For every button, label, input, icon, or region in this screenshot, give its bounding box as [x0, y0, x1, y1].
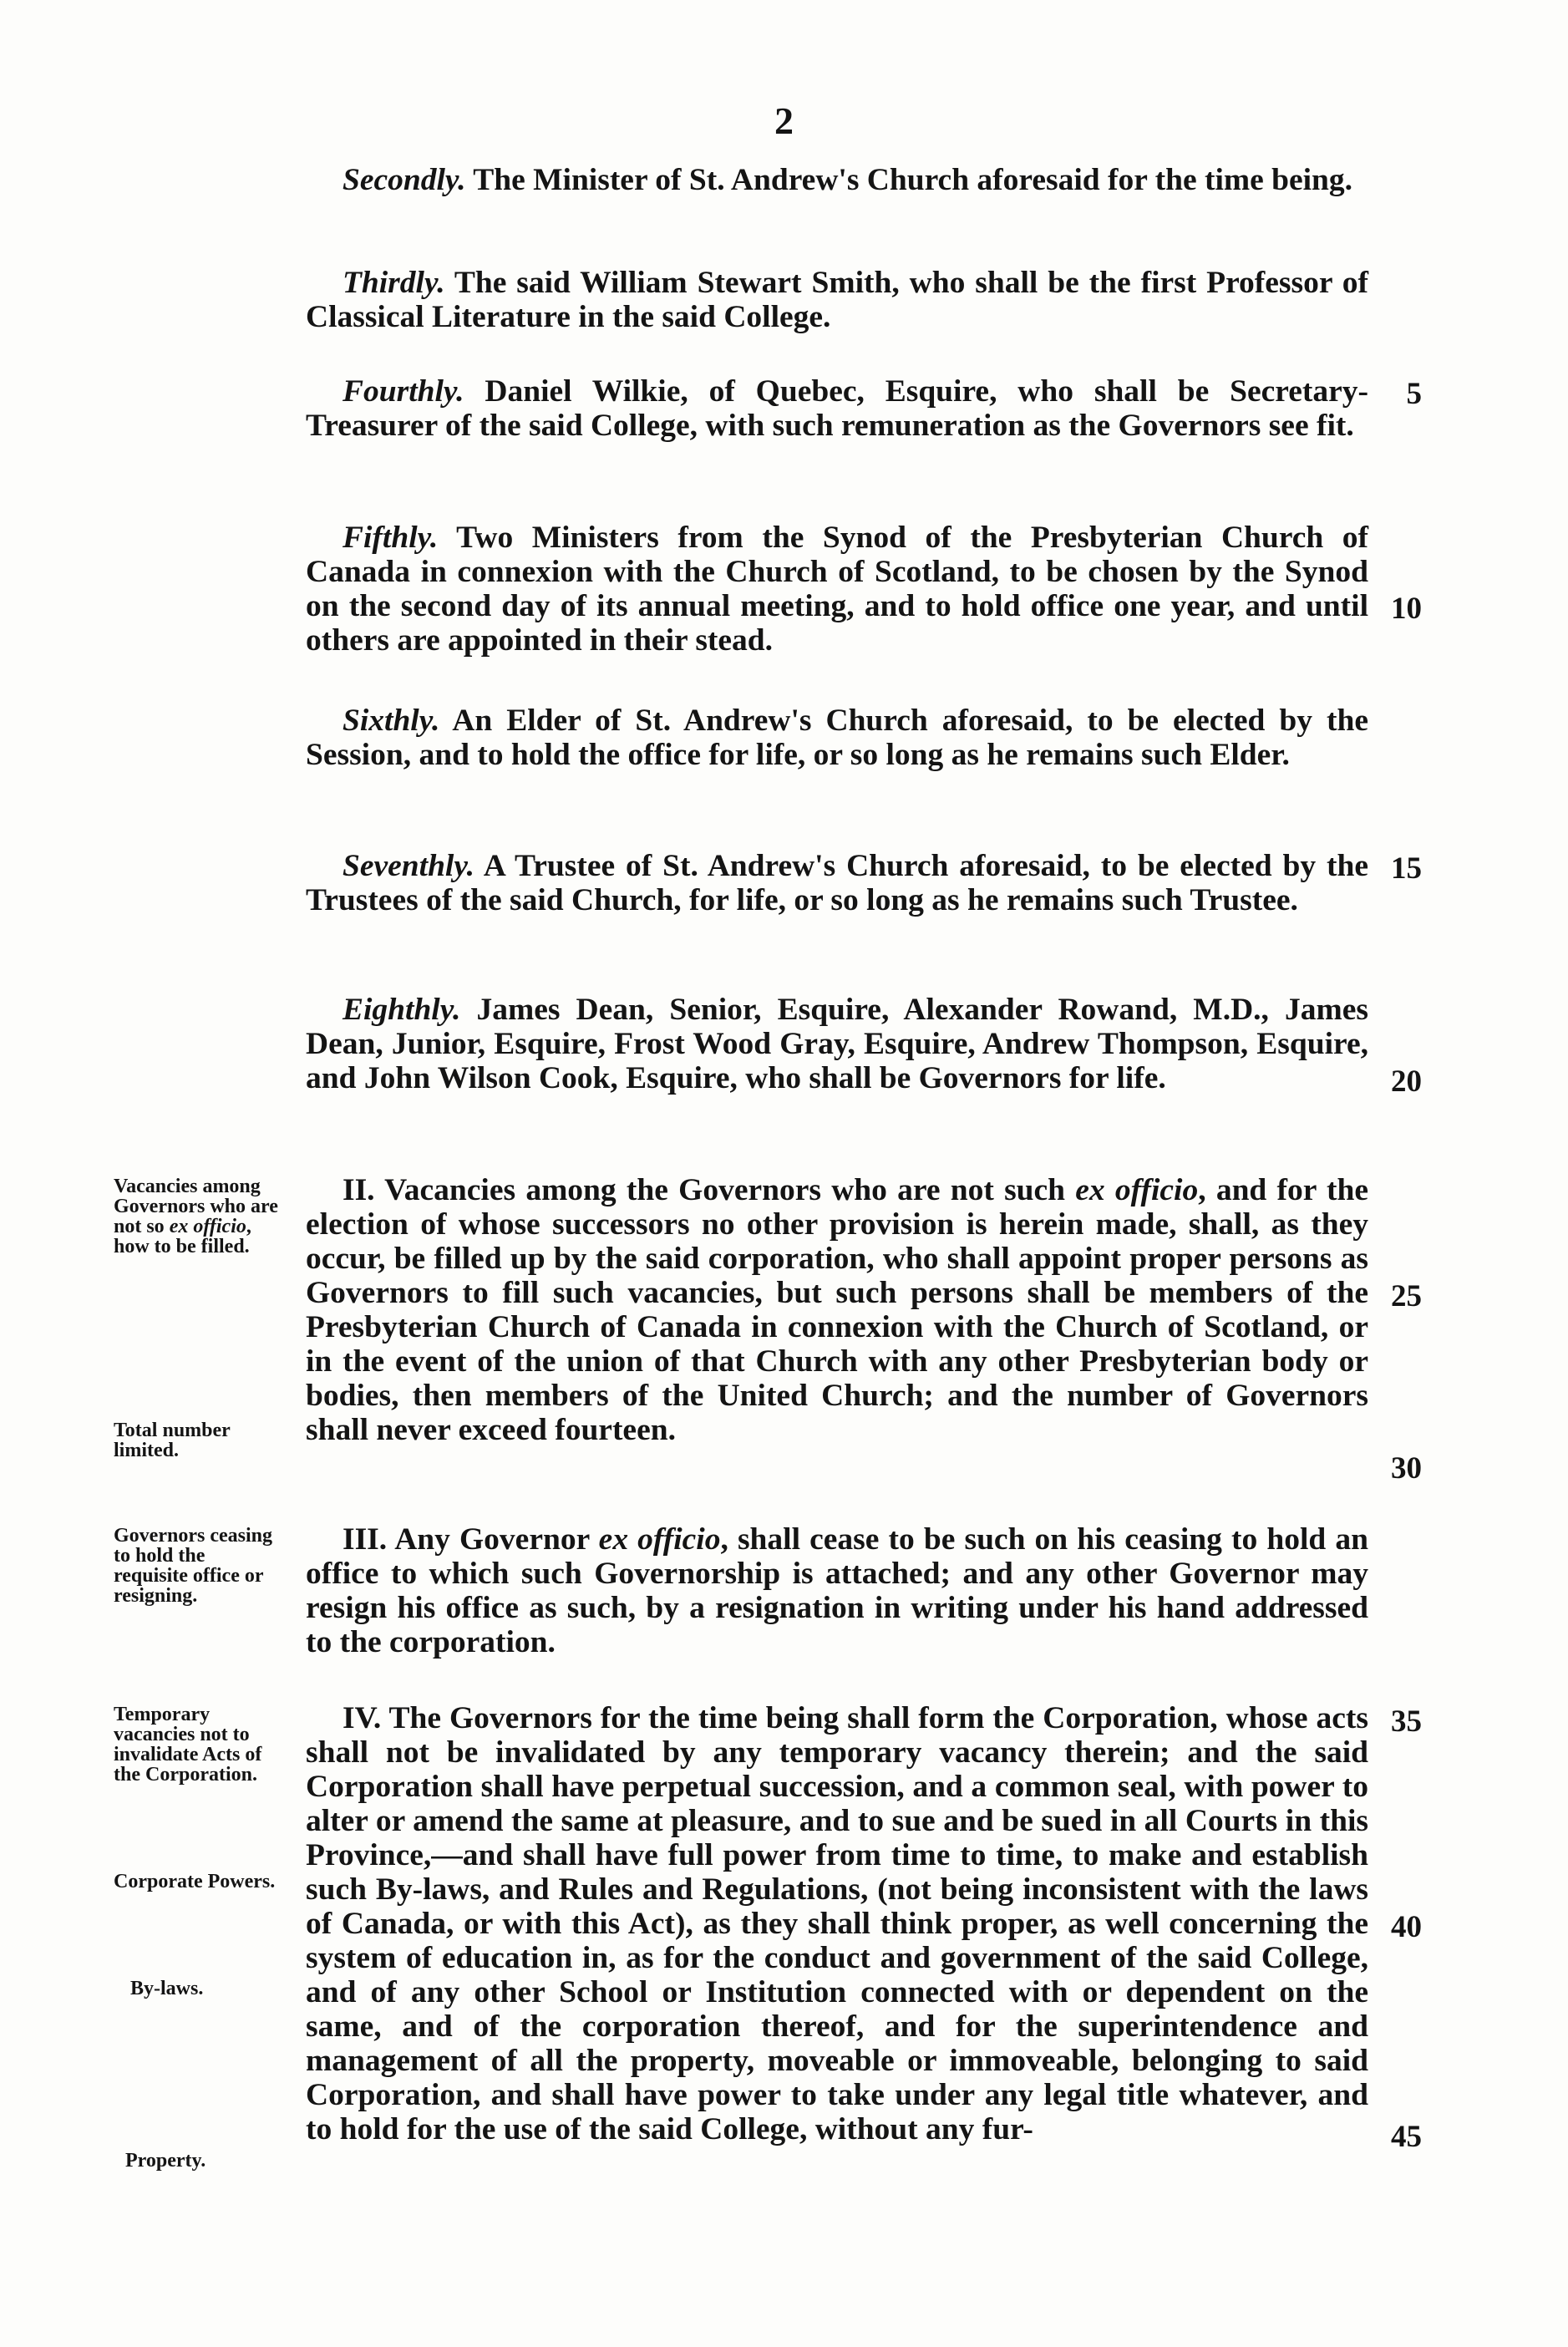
clause-thirdly: Thirdly. The said William Stewart Smith, who shall be the first Professor of Classical Literature in the said College.: [306, 266, 1368, 334]
line-number: 40: [1391, 1910, 1422, 1944]
section-iv: IV. The Governors for the time being shall form the Corporation, whose acts shall not be invalidated by any temporary vacancy therein; and the said Corporation shall have perpetual succession, and a common seal, with power to alter or amend the same at pleasure, and to sue and be sued in all Courts in this Province,—and shall have full power from time to time, to make and establish such By-laws, and Rules and Regulations, (not being inconsistent with the laws of Canada, or with this Act), as they shall think proper, as well concerning the system of education in, as for the conduct and government of the said College, and of any other School or Institution connected with or dependent on the same, and of the corporation thereof, and for the superintendence and management of all the property, moveable or immoveable, belonging to said Corporation, and shall have power to take under any legal title whatever, and to hold for the use of the said College, without any fur-: [306, 1701, 1368, 2146]
line-number: 10: [1391, 592, 1422, 626]
section-iii: III. Any Governor ex officio, shall cease to be such on his ceasing to hold an office to which such Governorship is attached; and any other Governor may resign his office as such, by a resignation in writing under his hand addressed to the corporation.: [306, 1522, 1368, 1659]
margin-note-vacancies: Vacancies among Governors who are not so ex officio, how to be filled.: [114, 1176, 278, 1257]
line-number: 5: [1406, 377, 1422, 411]
clause-fifthly: Fifthly. Two Ministers from the Synod of the Presbyterian Church of Canada in connexion with the Church of Scotland, to be chosen by the Synod on the second day of its annual meeting, and to hold office one year, and until others are appointed in their stead.: [306, 521, 1368, 658]
line-number: 35: [1391, 1704, 1422, 1739]
clause-eighthly: Eighthly. James Dean, Senior, Esquire, Alexander Rowand, M.D., James Dean, Junior, Esquire, Frost Wood Gray, Esquire, Andrew Thompson, Esquire, and John Wilson Cook, Esquire, who shall be Governors for life.: [306, 993, 1368, 1095]
line-number: 20: [1391, 1064, 1422, 1099]
margin-note-bylaws: By-laws.: [130, 1978, 204, 1999]
line-number: 25: [1391, 1279, 1422, 1313]
clause-sixthly: Sixthly. An Elder of St. Andrew's Church aforesaid, to be elected by the Session, and to hold the office for life, or so long as he remains such Elder.: [306, 704, 1368, 772]
margin-note-temporary-vacancies: Temporary vacancies not to invalidate Acts of the Corporation.: [114, 1704, 262, 1786]
margin-note-corporate-powers: Corporate Powers.: [114, 1871, 276, 1892]
line-number: 15: [1391, 851, 1422, 886]
line-number: 30: [1391, 1451, 1422, 1486]
section-ii: II. Vacancies among the Governors who are not such ex officio, and for the election of whose successors no other provision is herein made, shall, as they occur, be filled up by the said corporation, who shall appoint proper persons as Governors to fill such vacancies, but such persons shall be members of the Presbyterian Church of Canada in connexion with the Church of Scotland, or in the event of the union of that Church with any other Presbyterian body or bodies, then members of the United Church; and the number of Governors shall never exceed fourteen.: [306, 1173, 1368, 1447]
clause-fourthly: Fourthly. Daniel Wilkie, of Quebec, Esquire, who shall be Secretary-Treasurer of the said College, with such remuneration as the Governors see fit.: [306, 374, 1368, 443]
clause-secondly: Secondly. The Minister of St. Andrew's Church aforesaid for the time being.: [343, 163, 1353, 197]
margin-note-governors-ceasing: Governors ceasing to hold the requisite office or resigning.: [114, 1525, 272, 1607]
margin-note-property: Property.: [125, 2150, 206, 2172]
clause-seventhly: Seventhly. A Trustee of St. Andrew's Church aforesaid, to be elected by the Trustees of the said Church, for life, or so long as he remains such Trustee.: [306, 849, 1368, 917]
margin-note-total-number: Total number limited.: [114, 1420, 231, 1461]
line-number: 45: [1391, 2120, 1422, 2154]
page-number: 2: [774, 99, 794, 142]
